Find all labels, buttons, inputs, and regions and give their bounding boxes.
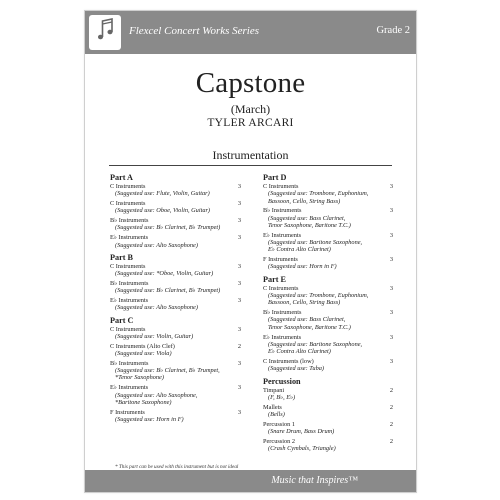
instrument-suggested-use: (Suggested use: Viola)	[115, 350, 172, 358]
instrument-entry	[110, 280, 241, 295]
instrument-suggested-use: (Suggested use: B♭ Clarinet, B♭ Trumpet)	[115, 287, 221, 295]
grade-label: Grade 2	[376, 25, 410, 36]
instrument-entry	[263, 404, 393, 419]
instrument-name: C Instruments (Alto Clef)	[110, 342, 175, 350]
footer-slogan: Music that Inspires™	[271, 475, 358, 486]
instrument-suggested-use: (F, B♭, E♭)	[268, 393, 296, 401]
instrument-suggested-use: (Crash Cymbals, Triangle)	[268, 445, 336, 453]
series-header	[85, 11, 416, 54]
instrument-suggested-use: (Suggested use: Horn in F)	[268, 263, 337, 271]
instrument-suggested-use: (Suggested use: Alto Saxophone)	[115, 304, 198, 312]
instrument-name: B♭ Instruments	[110, 359, 149, 367]
instrument-entry	[110, 200, 241, 215]
part-count: 3	[389, 333, 393, 341]
instrument-entry	[263, 438, 393, 453]
instrument-entry	[110, 183, 241, 198]
instrument-name: B♭ Instruments	[110, 217, 149, 225]
part-count: 3	[237, 384, 241, 392]
instrument-suggested-use: (Suggested use: Alto Saxophone)	[115, 241, 198, 249]
instrument-suggested-use: (Suggested use: B♭ Clarinet, B♭ Trumpet,	[115, 367, 220, 375]
instrument-suggested-use: (Suggested use: Tuba)	[268, 365, 324, 373]
instrument-suggested-use: (Suggested use: Trombone, Euphonium,	[268, 292, 369, 300]
instrument-name: Mallets	[263, 403, 282, 411]
instrument-suggested-use: E♭ Contra Alto Clarinet)	[268, 246, 331, 254]
part-count: 3	[389, 183, 393, 190]
instrument-suggested-use: (Suggested use: *Oboe, Violin, Guitar)	[115, 270, 214, 278]
section-title: Percussion	[263, 376, 301, 386]
instrument-name: E♭ Instruments	[110, 384, 149, 392]
part-count: 3	[237, 183, 241, 190]
instrument-suggested-use: (Suggested use: B♭ Clarinet, B♭ Trumpet)	[115, 224, 221, 232]
instrument-name: C Instruments	[110, 183, 146, 190]
instrument-entry	[263, 334, 393, 356]
instrument-suggested-use: (Suggested use: Trombone, Euphonium,	[268, 190, 369, 198]
instrument-entry	[263, 256, 393, 271]
instrument-name: F Instruments	[263, 256, 298, 264]
part-count: 3	[237, 234, 241, 242]
instrument-name: B♭ Instruments	[110, 279, 149, 287]
instrument-entry	[263, 232, 393, 254]
part-count: 3	[389, 207, 393, 215]
instrument-name: Timpani	[263, 386, 285, 394]
section-title: Part B	[110, 252, 133, 262]
series-name: Flexcel Concert Works Series	[129, 25, 260, 37]
part-count: 2	[389, 420, 393, 428]
part-count: 2	[389, 386, 393, 394]
instrument-name: Percussion 2	[263, 437, 296, 445]
instrument-entry	[110, 297, 241, 312]
instrument-entry	[263, 387, 393, 402]
part-count: 3	[389, 357, 393, 365]
instrument-name: C Instruments	[263, 284, 299, 292]
instrumentation-heading: Instrumentation	[212, 148, 289, 162]
instrument-entry	[110, 326, 241, 341]
instrument-suggested-use: (Suggested use: Violin, Guitar)	[115, 332, 194, 340]
left-instrument-column	[110, 173, 241, 426]
section-title: Part E	[263, 274, 286, 284]
instrument-suggested-use: (Suggested use: Horn in F)	[115, 415, 184, 423]
instrument-suggested-use: Bassoon, Cello, String Bass)	[268, 197, 341, 205]
series-logo	[89, 15, 121, 50]
instrument-name: C Instruments	[110, 200, 146, 208]
instrument-name: E♭ Instruments	[263, 231, 302, 239]
instrument-entry	[263, 285, 393, 307]
part-count: 3	[389, 256, 393, 264]
instrument-entry	[110, 234, 241, 249]
section-title: Part C	[110, 315, 134, 325]
part-count: 3	[237, 325, 241, 333]
instrument-name: E♭ Instruments	[263, 333, 302, 341]
instrument-suggested-use: (Suggested use: Alto Saxophone,	[115, 391, 198, 399]
instrument-entry	[110, 343, 241, 358]
instrument-suggested-use: *Baritone Saxophone)	[115, 398, 172, 406]
instrument-suggested-use: *Tenor Saxophone)	[115, 374, 164, 382]
instrument-suggested-use: (Suggested use: Baritone Saxophone,	[268, 239, 363, 247]
instrument-entry	[110, 360, 241, 382]
composer-name: TYLER ARCARI	[207, 117, 294, 129]
score-page	[84, 10, 417, 493]
instrument-name: C Instruments	[110, 325, 146, 333]
piece-title: Capstone	[195, 67, 306, 99]
instrument-entry	[263, 207, 393, 229]
instrument-suggested-use: Tenor Saxophone, Baritone T.C.)	[268, 323, 351, 331]
instrument-name: E♭ Instruments	[110, 234, 149, 242]
instrument-entry	[110, 409, 241, 424]
part-count: 2	[389, 403, 393, 411]
instrument-suggested-use: Tenor Saxophone, Baritone T.C.)	[268, 221, 351, 229]
part-count: 3	[389, 309, 393, 317]
part-count: 3	[389, 284, 393, 292]
instrument-suggested-use: (Suggested use: Bass Clarinet,	[268, 316, 346, 324]
instrument-suggested-use: (Suggested use: Oboe, Violin, Guitar)	[115, 207, 211, 215]
part-count: 2	[389, 437, 393, 445]
instrument-name: F Instruments	[110, 408, 145, 416]
piece-subtitle: (March)	[230, 102, 271, 116]
instrument-name: C Instruments	[110, 262, 146, 270]
instrument-name: E♭ Instruments	[110, 297, 149, 305]
section-title: Part A	[110, 173, 133, 182]
instrument-suggested-use: E♭ Contra Alto Clarinet)	[268, 348, 331, 356]
instrument-entry	[110, 263, 241, 278]
heading-divider	[109, 165, 392, 166]
instrument-name: B♭ Instruments	[263, 309, 302, 317]
part-count: 3	[237, 408, 241, 416]
part-count: 3	[389, 231, 393, 239]
instrument-suggested-use: (Suggested use: Bass Clarinet,	[268, 214, 346, 222]
instrument-name: C Instruments	[263, 183, 299, 190]
footnote: * This part can be used with this instrument but is not ideal	[115, 464, 239, 470]
instrument-suggested-use: (Snare Drum, Bass Drum)	[268, 428, 335, 436]
footer-bar	[85, 470, 416, 492]
instrument-entry	[110, 384, 241, 406]
instrument-entry	[263, 358, 393, 373]
instrument-name: Percussion 1	[263, 420, 296, 428]
part-count: 3	[237, 279, 241, 287]
instrument-entry	[263, 183, 393, 205]
music-note-icon	[94, 17, 116, 48]
instrument-entry	[263, 309, 393, 331]
part-count: 3	[237, 297, 241, 305]
instrument-suggested-use: (Suggested use: Baritone Saxophone,	[268, 340, 363, 348]
part-count: 3	[237, 200, 241, 208]
instrument-name: B♭ Instruments	[263, 207, 302, 215]
instrument-name: C Instruments (low)	[263, 357, 314, 365]
part-count: 3	[237, 217, 241, 225]
instrument-suggested-use: Bassoon, Cello, String Bass)	[268, 299, 341, 307]
part-count: 3	[237, 262, 241, 270]
instrument-entry	[110, 217, 241, 232]
right-instrument-column	[263, 173, 393, 455]
instrument-entry	[263, 421, 393, 436]
instrument-suggested-use: (Bells)	[268, 410, 285, 418]
part-count: 3	[237, 359, 241, 367]
part-count: 2	[237, 342, 241, 350]
instrument-suggested-use: (Suggested use: Flute, Violin, Guitar)	[115, 190, 210, 198]
section-title: Part D	[263, 173, 287, 182]
